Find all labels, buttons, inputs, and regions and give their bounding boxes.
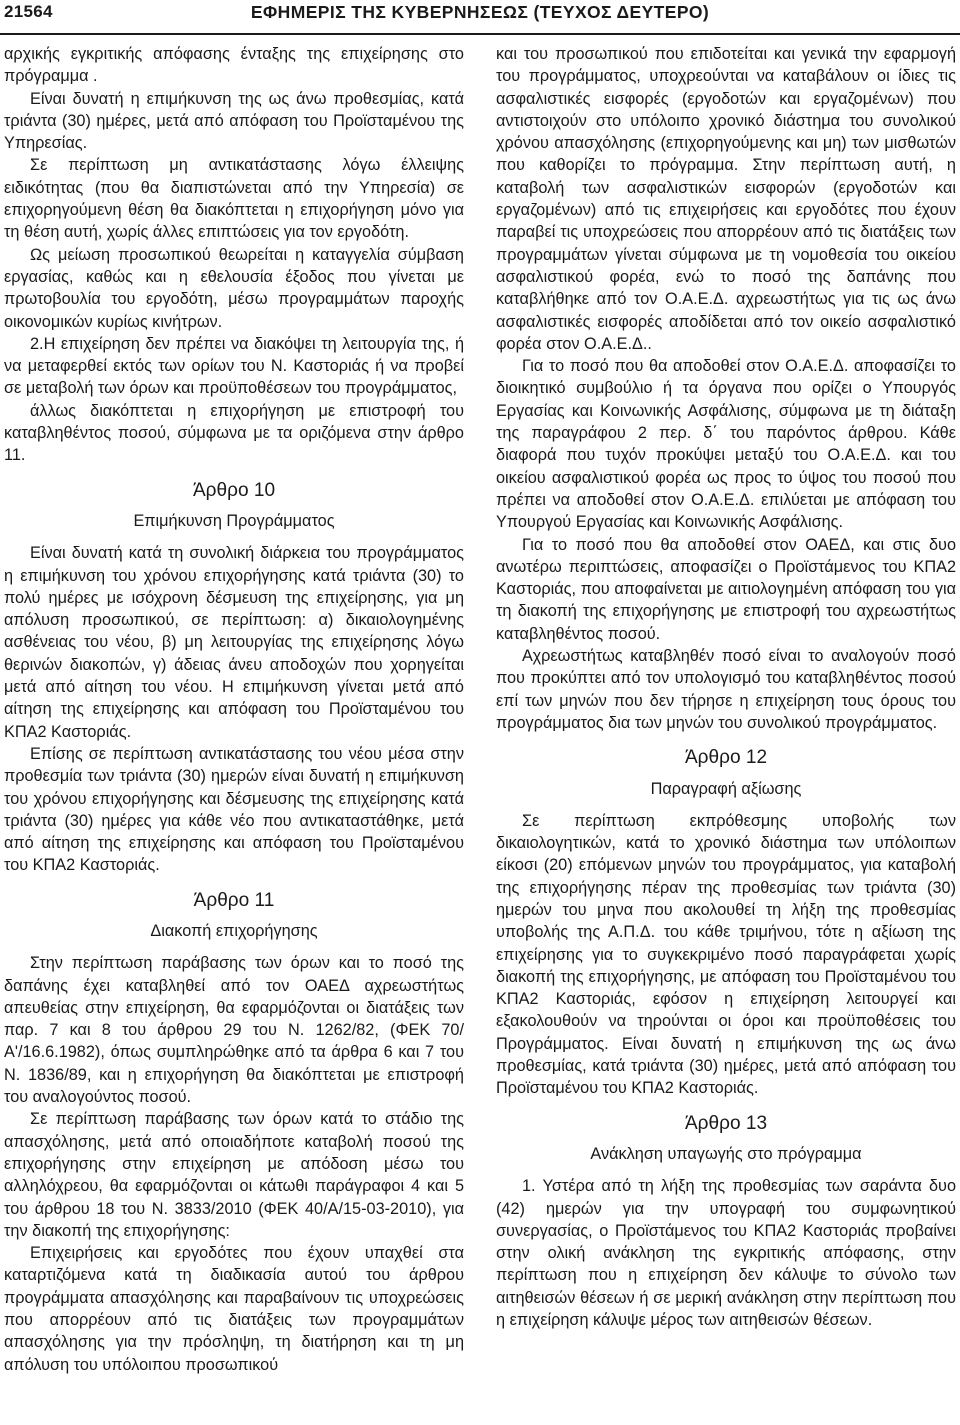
paragraph: Επίσης σε περίπτωση αντικατάστασης του νέου μέσα στην προθεσμία των τριάντα (30) ημερών είναι δυνατή η επιμήκυνση του χρόνου επιχορήγησης και δέσμευσης της επιχείρησης κατά τριάντα (30) ημέρες για κάθε νέο που αντικαταστάθηκε, μετά από αίτηση της επιχείρησης και απόφαση του Προϊσταμένου του ΚΠΑ2 Καστοριάς. bbox=[4, 744, 464, 875]
paragraph: 1. Υστέρα από τη λήξη της προθεσμίας των σαράντα δυο (42) ημερών για την υπογραφή του συμφωνητικού συνεργασίας, ο Προϊστάμενος του ΚΠΑ2 Καστοριάς προβαίνει στην ολική ανάκληση της εγκριτικής απόφασης, στην περίπτωση που η επιχείρηση δεν κάλυψε το σύνολο των αιτηθεισών θέσεων ή σε μερική ανάκληση στην περίπτωση που η επιχείρηση κάλυψε μέρος των αιτηθεισών θέσεων. bbox=[496, 1177, 956, 1330]
gazette-title: ΕΦΗΜΕΡΙΣ ΤΗΣ ΚΥΒΕΡΝΗΣΕΩΣ (ΤΕΥΧΟΣ ΔΕΥΤΕΡΟ) bbox=[250, 2, 710, 22]
paragraph: άλλως διακόπτεται η επιχορήγηση με επιστροφή του καταβληθέντος ποσού, σύμφωνα με τα οριζόμενα στην άρθρο 11. bbox=[4, 401, 464, 465]
paragraph: 2.Η επιχείρηση δεν πρέπει να διακόψει τη λειτουργία της, ή να μεταφερθεί εκτός των ορίων του Ν. Καστοριάς ή να προβεί σε μεταβολή των όρων και προϋποθέσεων του προγράμματος, bbox=[4, 334, 464, 398]
page-number: 21564 bbox=[4, 2, 53, 21]
article-10-heading: Άρθρο 10 bbox=[192, 479, 276, 501]
paragraph: Σε περίπτωση μη αντικατάστασης λόγω έλλειψης ειδικότητας (που θα διαπιστώνεται από την Υπηρεσία) σε επιχορηγούμενη θέση θα διακόπτεται η επιχορήγηση μόνο για τη θέση αυτή, χωρίς άλλες επιπτώσεις για τον εργοδότη. bbox=[4, 156, 464, 242]
article-12-title: Παραγραφή αξίωσης bbox=[650, 779, 802, 798]
paragraph: Είναι δυνατή κατά τη συνολική διάρκεια του προγράμματος η επιμήκυνση του χρόνου επιχορήγησης κατά τριάντα (30) το πολύ ημέρες με ισόχρονη δέσμευση της επιχείρησης, για μη απόλυση προσωπικού, σε περίπτωση: α) δικαιολογημένης ασθένειας του νέου, β) μη λειτουργίας της επιχείρησης λόγω θερινών διακοπών, γ) άδειας άνευ αποδοχών που χορηγείται μετά από αίτηση του νέου. Η επιμήκυνση γίνεται μετά από αίτηση της επιχείρησης και απόφαση του Προϊσταμένου του ΚΠΑ2 Καστοριάς. bbox=[4, 544, 464, 741]
right-column bbox=[496, 43, 956, 1331]
paragraph: αρχικής εγκριτικής απόφασης ένταξης της επιχείρησης στο πρόγραμμα . bbox=[4, 45, 464, 86]
paragraph: Αχρεωστήτως καταβληθέν ποσό είναι το αναλογούν ποσό που προκύπτει από τον υπολογισμό του καταβληθέντος ποσού επί των μηνών που δεν τήρησε η επιχείρηση τους όρους του προγράμματος δια των μηνών του συνολικού προγράμματος. bbox=[496, 647, 956, 732]
article-12-heading: Άρθρο 12 bbox=[684, 747, 768, 769]
paragraph: Σε περίπτωση εκπρόθεσμης υποβολής των δικαιολογητικών, κατά το χρονικό διάστημα των υπόλοιπων είκοσι (20) επόμενων μηνών του προγράμματος, για καταβολή της επιχορήγησης πέραν της προθεσμίας των τριάντα (30) ημερών του μηνα που ακολουθεί τη λήξη της προθεσμίας υποβολής της Α.Π.Δ. του κάθε τριμήνου, τότε η αξίωση της επιχείρησης για το συγκεκριμένο ποσό παραγράφεται χωρίς διακοπή της επιχορήγησης, με απόφαση του Προϊσταμένου του ΚΠΑ2 Καστοριάς, εφόσον η επιχείρηση λειτουργεί και εξακολουθούν να τηρούνται οι όροι και προϋποθέσεις του Προγράμματος. Είναι δυνατή η επιμήκυνση της ως άνω προθεσμίας, κατά τριάντα (30) ημέρες, μετά από απόφαση του Προϊσταμένου του ΚΠΑ2 Καστοριάς. bbox=[496, 811, 956, 1098]
paragraph: Επιχειρήσεις και εργοδότες που έχουν υπαχθεί στα καταρτιζόμενα κατά τη διαδικασία αυτού του άρθρου προγράμματα απασχόλησης και παραβαίνουν τις υποχρεώσεις που απορρέουν από τις διατάξεις των προγραμμάτων απασχόλησης για την πρόσληψη, τη διατήρηση και τη μη απόλυση του υπόλοιπου προσωπικού bbox=[4, 1244, 464, 1374]
paragraph: και του προσωπικού που επιδοτείται και γενικά την εφαρμογή του προγράμματος, υποχρεούνται να καταβάλουν οι ίδιες τις ασφαλιστικές εισφορές (εργοδοτών και εργαζομένων) που αντιστοιχούν στο υπόλοιπο χρονικό διάστημα του συνολικού χρόνου απασχόλησης (επιχορηγούμενης και μη) των μισθωτών που καθορίζει το πρόγραμμα. Στην περίπτωση αυτή, η καταβολή των ασφαλιστικών εισφορών (εργοδοτών και εργαζομένων) από τις επιχειρήσεις και εργοδότες που έχουν παραβεί τις υποχρεώσεις που απορρέουν από τις διατάξεις των προγραμμάτων γίνεται σύμφωνα με τη νομοθεσία του οικείου ασφαλιστικού φορέα, ενώ το ποσό της δαπάνης που καταβλήθηκε από τον Ο.Α.Ε.Δ. αχρεωστήτως για τις ως άνω ασφαλιστικές εισφορές αποδίδεται από τον οικείο ασφαλιστικό φορέα στον Ο.Α.Ε.Δ.. bbox=[496, 45, 956, 353]
article-13-heading: Άρθρο 13 bbox=[684, 1112, 768, 1134]
paragraph: Για το ποσό που θα αποδοθεί στον ΟΑΕΔ, και στις δυο ανωτέρω περιπτώσεις, αποφασίζει ο Προϊστάμενος του ΚΠΑ2 Καστοριάς, που αποφαίνεται με αιτιολογημένη απόφαση του για τη διακοπή της επιχορήγησης με επιστροφή του αχρεωστήτως καταβληθέντος ποσού. bbox=[496, 535, 956, 643]
paragraph: Σε περίπτωση παράβασης των όρων κατά το στάδιο της απασχόλησης, μετά από οποιαδήποτε καταβολή ποσού της επιχορήγησης στην επιχείρηση με απόδοση μέσω του αλληλόχρεου, θα εφαρμόζονται οι κάτωθι παράγραφοι 4 και 5 του άρθρου 18 του Ν. 3833/2010 (ΦΕΚ 40/Α/15-03-2010), για την διακοπή της επιχορήγησης: bbox=[4, 1110, 464, 1240]
article-10-title: Επιμήκυνση Προγράμματος bbox=[133, 511, 335, 530]
paragraph: Ως μείωση προσωπικού θεωρείται η καταγγελία σύμβαση εργασίας, καθώς και η εθελουσία έξοδος που γίνεται με πρωτοβουλία του εργοδότη, μέσω προγραμμάτων παροχής οικονομικών κυρίως κινήτρων. bbox=[4, 245, 464, 331]
article-13-title: Ανάκληση υπαγωγής στο πρόγραμμα bbox=[590, 1144, 862, 1163]
article-11-title: Διακοπή επιχορήγησης bbox=[150, 921, 318, 940]
paragraph: Είναι δυνατή η επιμήκυνση της ως άνω προθεσμίας, κατά τριάντα (30) ημέρες, μετά από απόφαση του Προϊσταμένου της Υπηρεσίας. bbox=[4, 89, 464, 153]
article-11-heading: Άρθρο 11 bbox=[193, 889, 275, 911]
paragraph: Στην περίπτωση παράβασης των όρων και το ποσό της δαπάνης έχει καταβληθεί από τον ΟΑΕΔ αχρεωστήτως απευθείας στην επιχείρηση, θα εφαρμόζονται οι διατάξεις των παρ. 7 και 8 του άρθρου 29 του Ν. 1262/82, (ΦΕΚ 70/Α'/16.6.1982), όπως συμπληρώθηκε από τα άρθρα 6 και 7 του Ν. 1836/89, και η επιχορήγηση θα διακόπτεται με επιστροφή του αναλογούντος ποσού. bbox=[4, 954, 464, 1107]
paragraph: Για το ποσό που θα αποδοθεί στον Ο.Α.Ε.Δ. αποφασίζει το διοικητικό συμβούλιο ή τα όργανα που ορίζει ο Υπουργός Εργασίας και Κοινωνικής Ασφάλισης, σύμφωνα με τη διάταξη της παραγράφου 2 περ. δ΄ του παρόντος άρθρου. Κάθε διαφορά που τυχόν προκύψει μεταξύ του Ο.Α.Ε.Δ. και του οικείου ασφαλιστικού φορέα ως προς το ύψος του ποσού που πρέπει να αποδοθεί στον Ο.Α.Ε.Δ. επιλύεται με απόφαση του Υπουργού Εργασίας και Κοινωνικής Ασφάλισης. bbox=[496, 357, 956, 532]
left-column bbox=[4, 43, 464, 1376]
header-divider bbox=[0, 33, 960, 35]
page-header bbox=[0, 0, 960, 40]
